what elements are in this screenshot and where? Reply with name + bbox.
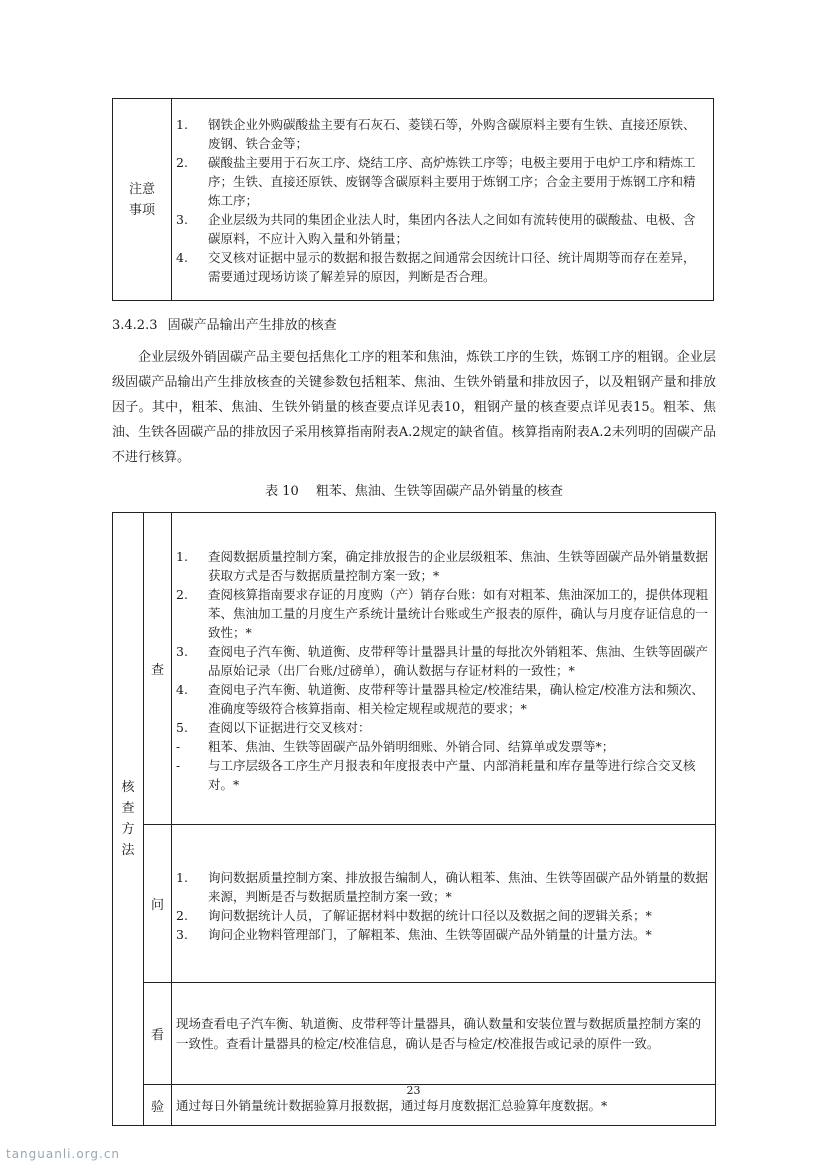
method-verify-label: 验 [144, 1085, 172, 1126]
list-item [176, 642, 709, 680]
item-text: 碳酸盐主要用于石灰工序、烧结工序、高炉炼铁工序等；电极主要用于电炉工序和精炼工序；生铁、直接还原铁、废钢等含碳原料主要用于炼钢工序；合金主要用于炼钢工序和精炼工序； [208, 155, 696, 208]
list-item [176, 248, 701, 286]
item-text: 查阅电子汽车衡、轨道衡、皮带秤等计量器具计量的每批次外销粗苯、焦油、生铁等固碳产品原始记录（出厂台账/过磅单），确认数据与存证材料的一致性；* [208, 644, 709, 678]
method-group-label [113, 513, 144, 1126]
method-ask-content [172, 825, 716, 983]
watermark-text: tanguanli.org.cn [6, 1147, 121, 1161]
item-number: 3. [176, 644, 188, 659]
method-look-label: 看 [144, 983, 172, 1085]
item-text: 询问企业物料管理部门，了解粗苯、焦油、生铁等固碳产品外销量的计量方法。* [208, 926, 652, 942]
item-number: 1. [176, 117, 188, 132]
method-look-content: 现场查看电子汽车衡、轨道衡、皮带秤等计量器具，确认数量和安装位置与数据质量控制方案的一致性。查看计量器具的检定/校准信息，确认是否与检定/校准报告或记录的原件一致。 [172, 983, 716, 1085]
item-text: 询问数据质量控制方案、排放报告编制人，确认粗苯、焦油、生铁等固碳产品外销量的数据来源，判断是否与数据质量控制方案一致；* [208, 869, 709, 904]
item-number: 1. [176, 869, 188, 885]
item-text: 查阅电子汽车衡、轨道衡、皮带秤等计量器具检定/校准结果，确认检定/校准方法和频次、准确度等级符合核算指南、相关检定规程或规范的要求；* [208, 682, 704, 716]
item-number: 3. [176, 212, 188, 227]
notes-label-line: 事项 [128, 202, 155, 218]
item-number: 4. [176, 682, 188, 697]
list-item [176, 756, 709, 794]
list-item [176, 153, 701, 210]
section-heading [112, 316, 337, 336]
check-list [176, 547, 709, 794]
method-ask-label: 问 [144, 825, 172, 983]
item-bullet: - [176, 739, 181, 754]
list-item [176, 547, 709, 585]
item-number: 2. [176, 155, 188, 170]
item-number: 4. [176, 250, 188, 265]
item-text: 查阅数据质量控制方案，确定排放报告的企业层级粗苯、焦油、生铁等固碳产品外销量数据获取方式是否与数据质量控制方案一致；* [208, 549, 709, 583]
group-label-char: 法 [121, 843, 135, 858]
item-bullet: - [176, 758, 181, 773]
list-item [176, 210, 701, 248]
item-number: 2. [176, 587, 188, 602]
verification-methods-table [112, 512, 716, 1126]
notes-label-cell [113, 99, 172, 301]
list-item [176, 906, 709, 925]
list-item [176, 718, 709, 737]
group-label-char: 核 [121, 780, 135, 795]
item-text: 询问数据统计人员，了解证据材料中数据的统计口径以及数据之间的逻辑关系；* [208, 907, 652, 923]
list-item [176, 680, 709, 718]
list-item [176, 737, 709, 756]
item-number: 5. [176, 720, 188, 735]
notes-content-cell [172, 99, 714, 301]
notes-list [176, 115, 701, 286]
method-check-content [172, 513, 716, 825]
table-caption: 表 10 粗苯、焦油、生铁等固碳产品外销量的核查 [265, 484, 563, 499]
notes-table [112, 98, 714, 301]
page-number: 23 [406, 1084, 421, 1097]
notes-label-line: 注意 [128, 181, 155, 197]
group-label-char: 查 [121, 801, 135, 816]
item-number: 3. [176, 926, 188, 942]
section-number: 3.4.2.3 [112, 318, 158, 333]
item-number: 1. [176, 549, 188, 564]
method-verify-content: 通过每日外销量统计数据验算月报数据，通过每月度数据汇总验算年度数据。* [172, 1085, 716, 1126]
item-text: 查阅核算指南要求存证的月度购（产）销存台账：如有对粗苯、焦油深加工的，提供体现粗苯、焦油加工量的月度生产系统计量统计台账或生产报表的原件，确认与月度存证信息的一致性；* [208, 587, 709, 640]
ask-list [176, 868, 709, 944]
item-number: 2. [176, 907, 188, 923]
section-title: 固碳产品输出产生排放的核查 [167, 318, 337, 333]
list-item [176, 115, 701, 153]
section-paragraph: 企业层级外销固碳产品主要包括焦化工序的粗苯和焦油，炼铁工序的生铁，炼钢工序的粗钢。企业层级固碳产品输出产生排放核查的关键参数包括粗苯、焦油、生铁外销量和排放因子，以及粗钢产量和排放因子。其中，粗苯、焦油、生铁外销量的核查要点详见表10，粗钢产量的核查要点详见表15。粗苯、焦油、生铁各固碳产品的排放因子采用核算指南附表A.2规定的缺省值。核算指南附表A.2未列明的固碳产品不进行核算。 [112, 350, 716, 465]
list-item [176, 868, 709, 906]
item-text: 交叉核对证据中显示的数据和报告数据之间通常会因统计口径、统计周期等而存在差异，需要通过现场访谈了解差异的原因，判断是否合理。 [208, 250, 696, 284]
group-label-char: 方 [121, 822, 135, 837]
item-text: 粗苯、焦油、生铁等固碳产品外销明细账、外销合同、结算单或发票等*； [208, 739, 615, 754]
list-item [176, 925, 709, 944]
method-check-label: 查 [144, 513, 172, 825]
item-text: 与工序层级各工序生产月报表和年度报表中产量、内部消耗量和库存量等进行综合交叉核对。* [208, 758, 696, 792]
list-item [176, 585, 709, 642]
item-text: 查阅以下证据进行交叉核对： [208, 720, 371, 735]
item-text: 企业层级为共同的集团企业法人时，集团内各法人之间如有流转使用的碳酸盐、电极、含碳原料，不应计入购入量和外销量； [208, 212, 696, 246]
item-text: 钢铁企业外购碳酸盐主要有石灰石、菱镁石等，外购含碳原料主要有生铁、直接还原铁、废钢、铁合金等； [208, 117, 696, 151]
